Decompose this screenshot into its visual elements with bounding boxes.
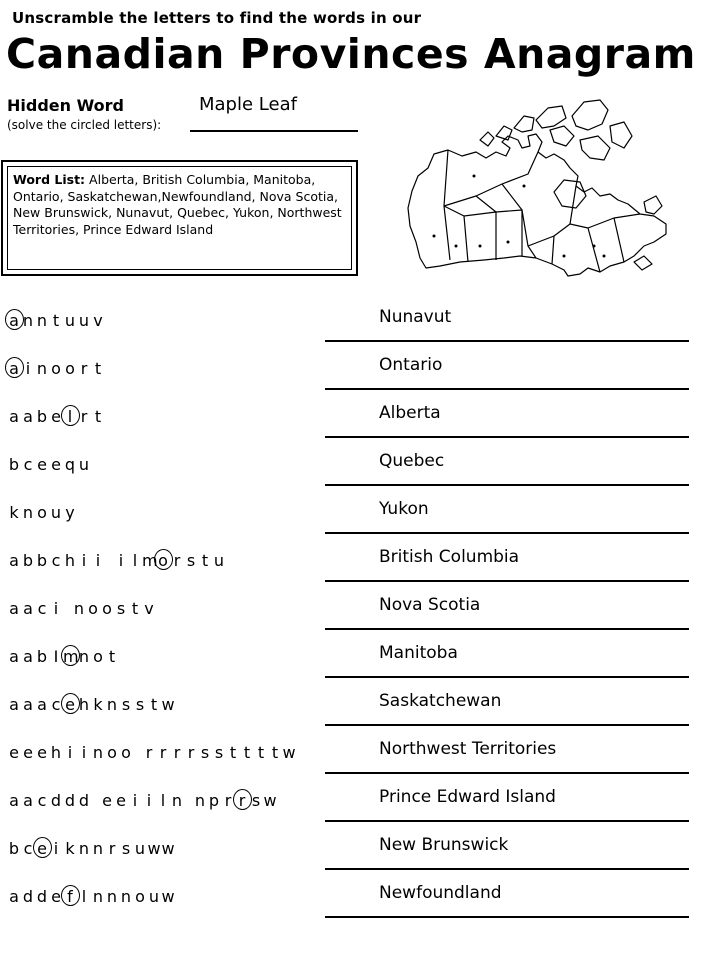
answer-text: Northwest Territories [379,739,557,759]
answer-line [325,772,689,774]
letter: e [102,791,112,810]
letter: c [51,695,61,714]
letter: k [9,503,19,522]
letter: n [106,695,118,714]
letter: s [200,743,210,762]
letter: c [23,455,33,474]
letter: n [92,887,104,906]
scrambled-letters [7,695,175,717]
letter: s [251,791,261,810]
letter: n [120,887,132,906]
scrambled-letters [7,359,105,381]
scrambled-letters [7,839,175,861]
letter: t [94,359,102,378]
scrambled-letters [7,407,105,429]
answer-line [325,868,689,870]
letter: r [224,791,232,810]
word-list-box [1,160,358,276]
letter: u [78,311,90,330]
answer-line [325,580,689,582]
letter: o [37,503,47,522]
letter: o [65,359,75,378]
answer-text: New Brunswick [379,835,509,855]
letter: t [150,695,158,714]
letter: n [36,311,48,330]
letter: e [23,743,33,762]
letter: t [271,743,279,762]
answer-line [325,532,689,534]
letter: a [37,695,47,714]
letter: b [36,551,48,570]
letter: c [23,839,33,858]
letter: o [121,743,131,762]
letter: s [121,839,131,858]
letter: y [65,503,75,522]
letter: t [52,311,60,330]
hidden-word-line [190,130,358,132]
letter: h [64,551,76,570]
letter: h [50,743,62,762]
letter: t [257,743,265,762]
letter: u [134,839,146,858]
hidden-word-hint: (solve the circled letters): [7,118,162,132]
circled-letter: a [7,359,21,378]
answer-line [325,340,689,342]
letter: t [131,599,139,618]
letter: b [8,839,20,858]
letter: s [214,743,224,762]
letter: w [263,791,277,810]
letter: u [64,311,76,330]
letter: u [213,551,225,570]
scrambled-letters [7,503,77,525]
letter: a [9,695,19,714]
letter: n [106,887,118,906]
letter: d [22,887,34,906]
letter: e [51,455,61,474]
circled-letter: e [63,695,77,714]
answer-line [325,484,689,486]
letter: a [9,551,19,570]
letter: w [161,887,175,906]
letter: e [9,743,19,762]
letter: n [194,791,206,810]
letter: n [36,359,48,378]
letter: n [22,311,34,330]
letter: u [78,455,90,474]
scrambled-letters [7,551,226,573]
answer-text: Newfoundland [379,883,502,903]
letter: u [148,887,160,906]
letter: u [50,503,62,522]
letter: k [93,695,103,714]
letter: l [132,551,138,570]
letter: a [23,695,33,714]
letter: n [92,839,104,858]
hidden-word-label: Hidden Word [7,96,125,115]
letter: t [229,743,237,762]
canada-map-icon [404,96,670,292]
scrambled-letters [7,647,119,669]
letter: a [9,407,19,426]
letter: v [144,599,154,618]
letter: o [135,887,145,906]
letter: r [187,743,195,762]
letter: i [53,839,59,858]
letter: i [146,791,152,810]
scrambled-letters [7,311,105,333]
answer-text: British Columbia [379,547,520,567]
letter: r [108,839,116,858]
letter: a [9,647,19,666]
word-list-label: Word List: [13,172,86,187]
circled-letter: l [63,407,77,426]
letter: s [121,695,131,714]
letter: b [22,551,34,570]
letter: w [282,743,296,762]
letter: o [51,359,61,378]
word-list-words: Alberta, British Columbia, Manitoba, Ontario, Saskatchewan,Newfoundland, Nova Scotia, New Brunswick, Nunavut, Quebec, Yukon, Northwest Territories, Prince Edward Island [13,172,342,237]
letter: r [173,743,181,762]
page-subtitle: Unscramble the letters to find the words in our [12,9,422,27]
letter: e [51,407,61,426]
letter: l [81,887,87,906]
letter: o [107,743,117,762]
letter: r [173,551,181,570]
letter: r [145,743,153,762]
circled-letter: a [7,311,21,330]
circled-letter: e [35,839,49,858]
letter: n [171,791,183,810]
letter: w [161,695,175,714]
letter: i [132,791,138,810]
answer-text: Nova Scotia [379,595,481,615]
letter: s [116,599,126,618]
letter: p [208,791,220,810]
answer-line [325,436,689,438]
scrambled-letters [7,599,156,621]
letter: o [88,599,98,618]
answer-line [325,388,689,390]
letter: q [64,455,76,474]
letter: w [161,839,175,858]
answer-line [325,676,689,678]
circled-letter: m [63,647,79,666]
answer-text: Nunavut [379,307,452,327]
answer-text: Alberta [379,403,441,423]
letter: b [8,455,20,474]
letter: n [78,839,90,858]
answer-line [325,820,689,822]
letter: o [93,647,103,666]
letter: e [37,455,47,474]
letter: i [53,599,59,618]
letter: i [67,743,73,762]
letter: n [22,503,34,522]
letter: c [51,551,61,570]
letter: i [25,359,31,378]
letter: e [37,743,47,762]
answer-text: Prince Edward Island [379,787,556,807]
circled-letter: r [235,791,249,810]
letter: a [23,599,33,618]
letter: i [81,551,87,570]
circled-letter: o [156,551,170,570]
letter: a [9,791,19,810]
letter: m [142,551,158,570]
letter: w [147,839,161,858]
page-title: Canadian Provinces Anagram [6,30,696,78]
answer-line [325,916,689,918]
letter: n [73,599,85,618]
letter: t [94,407,102,426]
letter: s [135,695,145,714]
word-list [13,172,343,238]
answer-text: Quebec [379,451,445,471]
letter: I [53,647,59,666]
letter: k [65,839,75,858]
letter: d [50,791,62,810]
answer-text: Yukon [379,499,429,519]
letter: r [159,743,167,762]
letter: a [23,407,33,426]
scrambled-letters [7,743,296,765]
letter: d [36,887,48,906]
answer-text: Saskatchewan [379,691,502,711]
letter: b [36,647,48,666]
letter: a [23,647,33,666]
letter: t [108,647,116,666]
circled-letter: f [63,887,77,906]
letter: b [36,407,48,426]
letter: c [37,791,47,810]
letter: i [118,551,124,570]
letter: h [78,695,90,714]
answer-line [325,724,689,726]
letter: a [9,599,19,618]
letter: n [78,647,90,666]
letter: e [51,887,61,906]
letter: d [78,791,90,810]
letter: d [64,791,76,810]
letter: a [23,791,33,810]
answer-line [325,628,689,630]
answer-text: Manitoba [379,643,458,663]
letter: i [81,743,87,762]
letter: o [102,599,112,618]
letter: v [93,311,103,330]
scrambled-letters [7,887,175,909]
letter: n [92,743,104,762]
letter: t [243,743,251,762]
letter: s [186,551,196,570]
answer-text: Ontario [379,355,443,375]
hidden-word-answer: Maple Leaf [199,94,297,115]
letter: r [80,407,88,426]
letter: e [116,791,126,810]
letter: l [160,791,166,810]
scrambled-letters [7,455,91,477]
letter: r [80,359,88,378]
letter: c [37,599,47,618]
letter: t [201,551,209,570]
scrambled-letters [7,791,277,813]
letter: i [95,551,101,570]
letter: a [9,887,19,906]
